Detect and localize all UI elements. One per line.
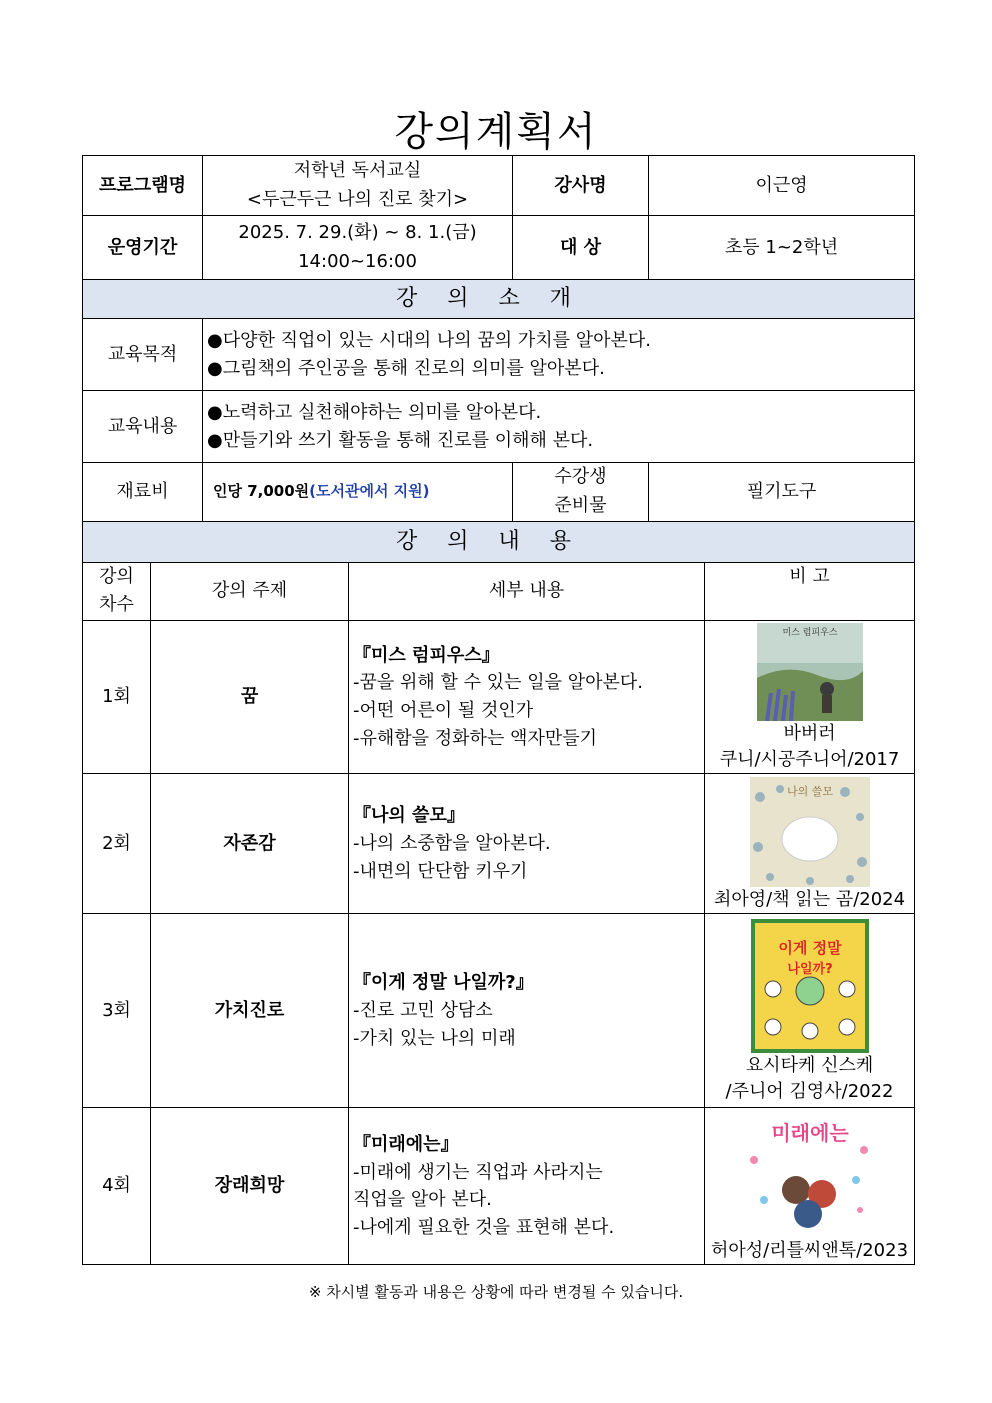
program-name [203, 156, 513, 216]
content-label: 교육내용 [83, 391, 203, 463]
col-topic: 강의 주제 [151, 562, 349, 621]
col-session-line1: 강의 [99, 565, 134, 587]
session-topic: 가치진로 [151, 914, 349, 1108]
cover-title: 미래에는 [770, 1121, 849, 1146]
content-item: ●만들기와 쓰기 활동을 통해 진로를 이해해 본다. [207, 429, 594, 451]
session-number: 3회 [83, 914, 151, 1108]
detail-line: -가치 있는 나의 미래 [353, 1027, 516, 1049]
period-time: 14:00~16:00 [298, 250, 417, 272]
content-list [203, 391, 915, 463]
material-fee-note: (도서관에서 지원) [309, 482, 430, 501]
book-cover-in-the-future [744, 1110, 876, 1238]
goal-item: ●다양한 직업이 있는 시대의 나의 꿈의 가치를 알아본다. [207, 329, 652, 351]
session-topic: 꿈 [151, 621, 349, 774]
prep-label [513, 463, 649, 522]
program-label: 프로그램명 [83, 156, 203, 216]
period-dates: 2025. 7. 29.(화) ~ 8. 1.(금) [238, 221, 477, 243]
instructor-label: 강사명 [513, 156, 649, 216]
book-cover-my-worth [750, 777, 870, 887]
detail-line: -나의 소중함을 알아본다. [353, 832, 551, 854]
program-line2: <두근두근 나의 진로 찾기> [246, 188, 469, 210]
material-fee-amount: 인당 7,000원 [213, 482, 310, 501]
session-row [83, 774, 915, 914]
book-title: 『나의 쓸모』 [353, 805, 465, 827]
program-line1: 저학년 독서교실 [293, 159, 422, 181]
session-detail [349, 1108, 705, 1265]
detail-line: -나에게 필요한 것을 표현해 본다. [353, 1217, 615, 1239]
prep-label-line1: 수강생 [554, 466, 607, 487]
prep-label-line2: 준비물 [554, 494, 607, 516]
session-detail [349, 774, 705, 914]
col-session-line2: 차수 [99, 594, 134, 616]
material-fee-label: 재료비 [83, 463, 203, 522]
book-ref: 쿠니/시공주니어/2017 [719, 749, 900, 771]
goal-label: 교육목적 [83, 319, 203, 391]
book-title: 『미래에는』 [353, 1133, 459, 1155]
content-item: ●노력하고 실천해야하는 의미를 알아본다. [207, 401, 542, 423]
goal-item: ●그림책의 주인공을 통해 진로의 의미를 알아본다. [207, 357, 605, 379]
session-number: 4회 [83, 1108, 151, 1265]
instructor-name: 이근영 [649, 156, 915, 216]
session-detail [349, 621, 705, 774]
detail-line: -진로 고민 상담소 [353, 999, 493, 1021]
col-session [83, 562, 151, 621]
book-title: 『미스 럼피우스』 [353, 644, 500, 666]
goal-list [203, 319, 915, 391]
session-number: 1회 [83, 621, 151, 774]
col-detail: 세부 내용 [349, 562, 705, 621]
detail-line: -꿈을 위해 할 수 있는 일을 알아본다. [353, 672, 643, 694]
session-remark [705, 1108, 915, 1265]
cover-title: 이게 정말 [777, 938, 842, 957]
book-cover-is-this-me [751, 919, 869, 1053]
session-remark [705, 914, 915, 1108]
book-ref: /주니어 김영사/2022 [725, 1080, 894, 1102]
target-label: 대 상 [513, 216, 649, 280]
book-cover-miss-rumphius [757, 623, 863, 721]
session-topic: 장래희망 [151, 1108, 349, 1265]
session-row [83, 621, 915, 774]
period-value [203, 216, 513, 280]
lecture-plan-table [82, 155, 915, 1265]
target-value: 초등 1~2학년 [649, 216, 915, 280]
session-detail [349, 914, 705, 1108]
intro-section-header: 강의소개 [83, 280, 915, 319]
session-number: 2회 [83, 774, 151, 914]
document-title: 강의계획서 [394, 109, 598, 155]
session-row [83, 1108, 915, 1265]
book-ref: 바버러 [783, 723, 836, 745]
cover-title: 나일까? [786, 961, 833, 977]
session-row [83, 914, 915, 1108]
footnote: ※ 차시별 활동과 내용은 상황에 따라 변경될 수 있습니다. [308, 1283, 684, 1301]
cover-title: 미스 럼피우스 [782, 628, 838, 639]
detail-line: -유해함을 정화하는 액자만들기 [353, 728, 597, 750]
detail-line: -미래에 생기는 직업과 사라지는 [353, 1161, 603, 1183]
detail-line: -내면의 단단함 키우기 [353, 860, 528, 882]
detail-line: 직업을 알아 본다. [353, 1189, 492, 1211]
cover-title: 나의 쓸모 [786, 784, 833, 798]
session-topic: 자존감 [151, 774, 349, 914]
col-remark: 비 고 [705, 562, 915, 621]
book-title: 『이게 정말 나일까?』 [353, 972, 534, 994]
book-ref: 최아영/책 읽는 곰/2024 [713, 888, 906, 910]
session-remark [705, 621, 915, 774]
lecture-section-header: 강의내용 [83, 521, 915, 562]
book-ref: 요시타케 신스케 [745, 1054, 874, 1076]
detail-line: -어떤 어른이 될 것인가 [353, 700, 534, 722]
session-remark [705, 774, 915, 914]
material-fee [203, 463, 513, 522]
prep-value: 필기도구 [649, 463, 915, 522]
period-label: 운영기간 [83, 216, 203, 280]
book-ref: 허아성/리틀씨앤톡/2023 [711, 1240, 909, 1262]
